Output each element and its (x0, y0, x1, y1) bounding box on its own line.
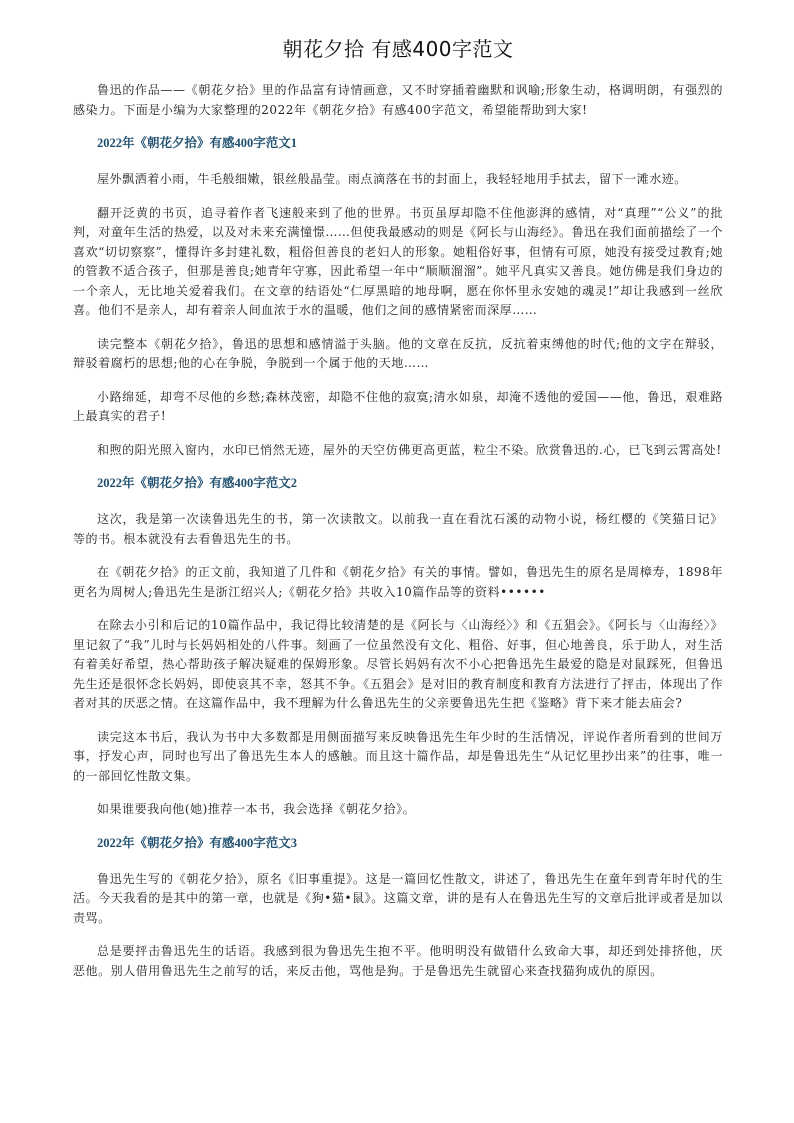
section-heading-1: 2022年《朝花夕拾》有感400字范文1 (97, 136, 298, 150)
section-2-paragraph-3: 在除去小引和后记的10篇作品中，我记得比较清楚的是《阿长与〈山海经〉》和《五猖会》。《阿长与〈山海经〉》里记叙了“我”儿时与长妈妈相处的八件事。刻画了一位虽然没有文化、粗俗、好事，但心地善良，乐于助人，对生活有着美好希望，热心帮助孩子解决疑难的保姆形象。尽管长妈妈有次不小心把鲁迅先生最爱的隐是对鼠踩死，但鲁迅先生还是很怀念长妈妈，即使哀其不幸，怒其不争。《五猖会》是对旧的教育制度和教育方法进行了抨击，体现出了作者对其的厌恶之情。在这篇作品中，我不理解为什么鲁迅先生的父亲要鲁迅先生把《鉴略》背下来才能去庙会? (73, 618, 723, 710)
section-3-paragraph-1: 鲁迅先生写的《朝花夕拾》，原名《旧事重提》。这是一篇回忆性散文，讲述了，鲁迅先生在童年到青年时代的生活。今天我看的是其中的第一章，也就是《狗•猫•鼠》。这篇文章，讲的是有人在鲁迅先生写的文章后批评或者是加以责骂。 (73, 871, 723, 925)
section-heading-2: 2022年《朝花夕拾》有感400字范文2 (97, 476, 298, 490)
section-1-paragraph-2: 翻开泛黄的书页，追寻着作者飞速般来到了他的世界。书页虽厚却隐不住他澎湃的感情，对“真理”“公义”的批判，对童年生活的热爱，以及对未来充满憧憬……但使我最感动的则是《阿长与山海经》。鲁迅在我们面前描绘了一个喜欢“切切察察”，懂得许多封建礼数，粗俗但善良的老妇人的形象。她粗俗好事，但情有可原，她没有接受过教育;她的管教不适合孩子，但那是善良;她青年守寡，因此希望一年中“顺顺溜溜”。她平凡真实又善良。她仿佛是我们身边的一个亲人，无比地关爱着我们。在文章的结语处“仁厚黑暗的地母啊，愿在你怀里永安她的魂灵!”却让我感到一丝欣喜。他们不是亲人，却有着亲人间血浓于水的温暖，他们之间的感情紧密而深厚…… (73, 205, 723, 317)
section-1-paragraph-3: 读完整本《朝花夕拾》，鲁迅的思想和感情溢于头脑。他的文章在反抗，反抗着束缚他的时代;他的文字在辩驳，辩驳着腐朽的思想;他的心在争脱，争脱到一个属于他的天地…… (73, 336, 723, 370)
section-2-paragraph-4: 读完这本书后，我认为书中大多数都是用侧面描写来反映鲁迅先生年少时的生活情况，评说作者所看到的世间万事，抒发心声，同时也写出了鲁迅先生本人的感触。而且这十篇作品，却是鲁迅先生“从记忆里抄出来”的往事，唯一的一部回忆性散文集。 (73, 729, 723, 783)
section-2-paragraph-5: 如果谁要我向他(她)推荐一本书，我会选择《朝花夕拾》。 (97, 802, 416, 816)
section-heading-3: 2022年《朝花夕拾》有感400字范文3 (97, 835, 298, 850)
section-1-paragraph-4: 小路绵延，却弯不尽他的乡愁;森林茂密，却隐不住他的寂寞;清水如泉，却淹不透他的爱国——他，鲁迅，艰难路上最真实的君子! (73, 389, 723, 423)
intro-paragraph: 鲁迅的作品——《朝花夕拾》里的作品富有诗情画意，又不时穿插着幽默和讽喻;形象生动，格调明朗，有强烈的感染力。下面是小编为大家整理的2022年《朝花夕拾》有感400字范文，希望能帮助到大家! (73, 83, 723, 117)
section-2-paragraph-1: 这次，我是第一次读鲁迅先生的书，第一次读散文。以前我一直在看沈石溪的动物小说，杨红樱的《笑猫日记》等的书。根本就没有去看鲁迅先生的书。 (73, 512, 723, 546)
page-title: 朝花夕拾 有感400字范文 (282, 37, 514, 61)
section-1-paragraph-1: 屋外飘洒着小雨，牛毛般细嫩，银丝般晶莹。雨点滴落在书的封面上，我轻轻地用手拭去，留下一滩水迹。 (97, 172, 687, 186)
document-page (73, 34, 723, 981)
section-2-paragraph-2: 在《朝花夕拾》的正文前，我知道了几件和《朝花夕拾》有关的事情。譬如，鲁迅先生的原名是周樟寿，1898年更名为周树人;鲁迅先生是浙江绍兴人;《朝花夕拾》共收入10篇作品等的资料•••••• (73, 565, 723, 599)
section-1-paragraph-5: 和煦的阳光照入窗内，水印已悄然无迹，屋外的天空仿佛更高更蓝，粒尘不染。欣赏鲁迅的.心，已飞到云霄高处! (97, 442, 722, 457)
section-3-paragraph-2: 总是要抨击鲁迅先生的话语。我感到很为鲁迅先生抱不平。他明明没有做错什么致命大事，却还到处排挤他，厌恶他。别人借用鲁迅先生之前写的话，来反击他，骂他是狗。于是鲁迅先生就留心来查找猫狗成仇的原因。 (73, 944, 723, 978)
